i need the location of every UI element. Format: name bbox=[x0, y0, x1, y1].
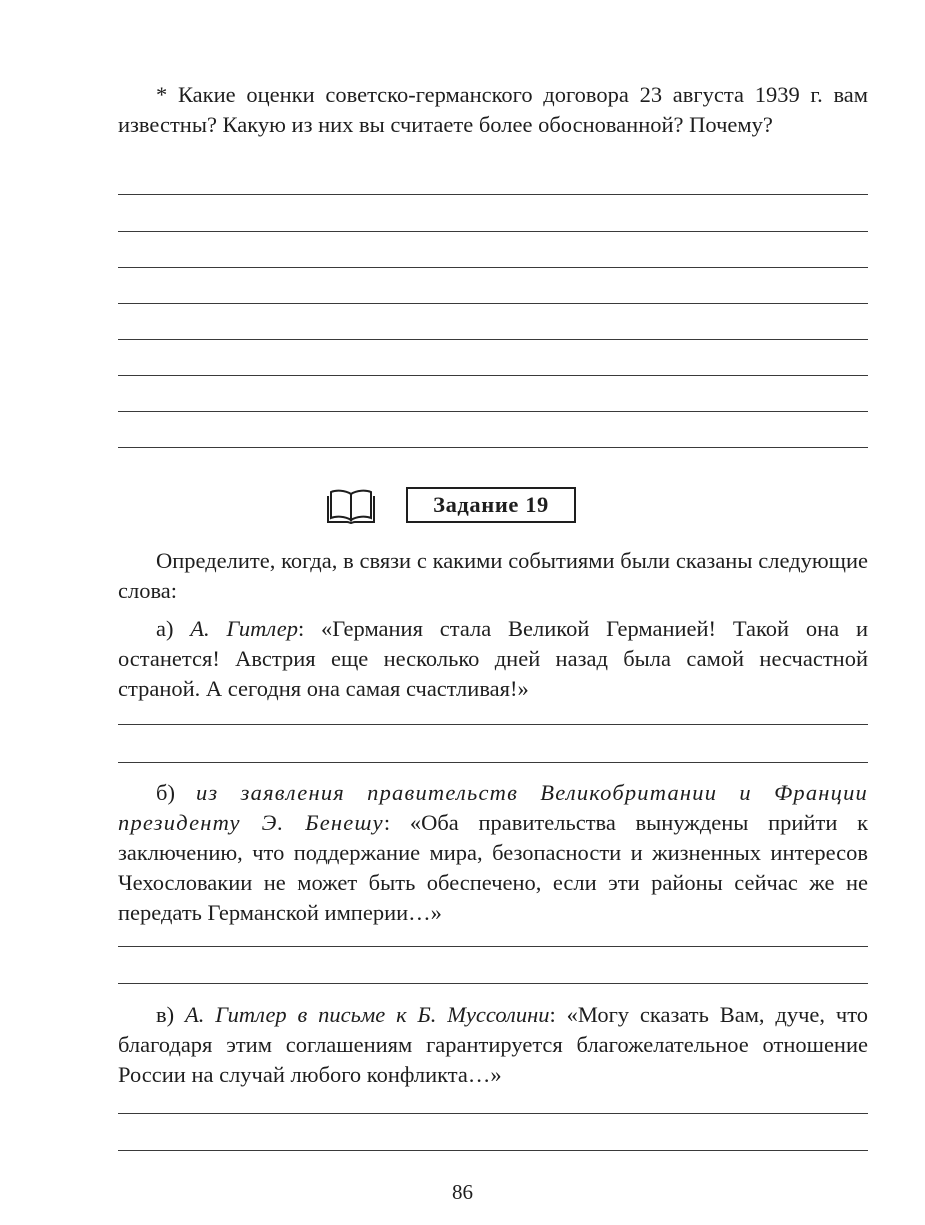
answer-line[interactable] bbox=[118, 267, 868, 268]
page-number: 86 bbox=[452, 1180, 473, 1204]
answer-line[interactable] bbox=[118, 231, 868, 232]
task-label: Задание 19 bbox=[433, 492, 549, 517]
answer-line[interactable] bbox=[118, 339, 868, 340]
item-a-quote: : «Германия стала Великой Германией! Такой она и останется! Австрия еще несколько дней назад была самой несчастной страной. А сегодня она самая счастливая!» bbox=[118, 616, 869, 701]
item-b-paragraph bbox=[118, 778, 868, 928]
answer-line[interactable] bbox=[118, 983, 868, 984]
answer-line[interactable] bbox=[118, 447, 868, 448]
item-c-paragraph bbox=[118, 1000, 868, 1090]
item-c-quote: : «Могу сказать Вам, дуче, что благодаря этим соглашениям гарантируется благожелательное отношение России на случай любого конфликта…» bbox=[118, 1002, 868, 1087]
item-b-quote: : «Оба правительства вынуждены прийти к заключению, что поддержание мира, безопасности и жизненных интересов Чехословакии не может быть обеспечено, если эти районы сейчас же не передать Германской империи…» bbox=[118, 810, 869, 925]
answer-line[interactable] bbox=[118, 1150, 868, 1151]
item-b-source: из заявления правительств Великобритании и Франции президенту Э. Бенешу bbox=[118, 780, 868, 835]
answer-line[interactable] bbox=[118, 303, 868, 304]
item-a-marker: а) bbox=[156, 616, 174, 641]
item-c-source: А. Гитлер в письме к Б. Муссолини bbox=[184, 1002, 550, 1027]
answer-line[interactable] bbox=[118, 375, 868, 376]
answer-line[interactable] bbox=[118, 762, 868, 763]
item-a-paragraph bbox=[118, 614, 868, 704]
answer-line[interactable] bbox=[118, 1113, 868, 1114]
answer-line[interactable] bbox=[118, 194, 868, 195]
answer-line[interactable] bbox=[118, 724, 868, 725]
item-a-source: А. Гитлер bbox=[190, 616, 298, 641]
answer-line[interactable] bbox=[118, 411, 868, 412]
item-c-marker: в) bbox=[156, 1002, 175, 1027]
task-label-box bbox=[406, 487, 576, 523]
book-icon bbox=[327, 488, 375, 524]
item-b-marker: б) bbox=[156, 780, 175, 805]
instruction-paragraph: Определите, когда, в связи с какими событиями были сказаны следующие слова: bbox=[118, 548, 868, 603]
answer-line[interactable] bbox=[118, 946, 868, 947]
question-star-paragraph: * Какие оценки советско-германского договора 23 августа 1939 г. вам известны? Какую из них вы считаете более обоснованной? Почему? bbox=[118, 82, 868, 137]
